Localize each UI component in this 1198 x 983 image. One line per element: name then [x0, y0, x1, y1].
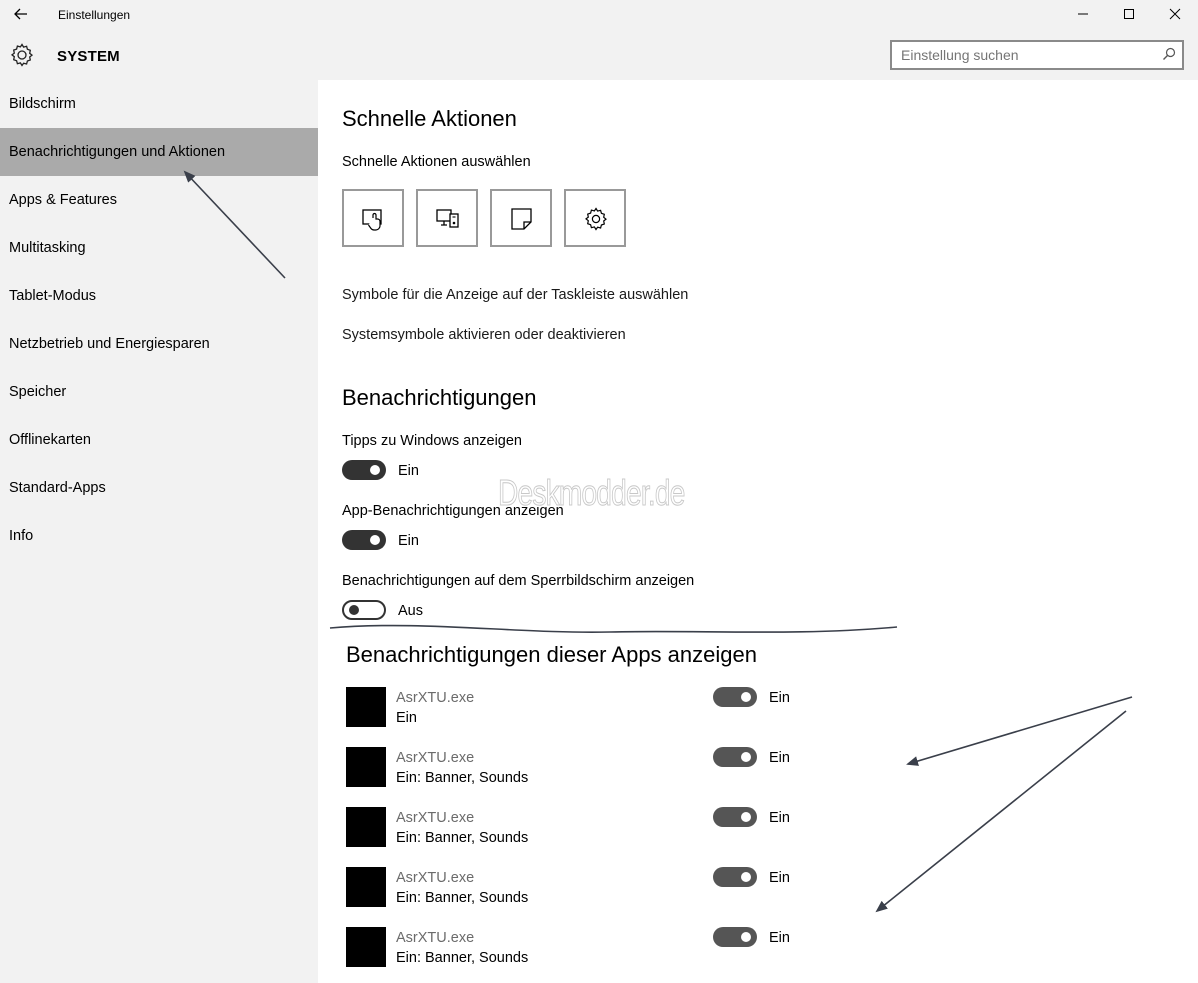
search-icon[interactable]	[1162, 47, 1176, 61]
app-detail: Ein: Banner, Sounds	[396, 950, 529, 966]
app-notifications-label: App-Benachrichtigungen anzeigen	[342, 503, 564, 519]
quick-action-tablet-mode[interactable]	[342, 189, 404, 247]
app-name[interactable]: AsrXTU.exe	[396, 690, 475, 706]
tips-toggle[interactable]	[342, 460, 386, 480]
app-notifications-toggle[interactable]	[342, 530, 386, 550]
search-input[interactable]	[892, 42, 1151, 68]
app-detail: Ein	[396, 710, 417, 726]
minimize-button[interactable]	[1060, 0, 1106, 32]
app-name[interactable]: AsrXTU.exe	[396, 810, 475, 826]
sidebar-item-benachrichtigungen[interactable]: Benachrichtigungen und Aktionen	[0, 128, 318, 176]
notifications-heading: Benachrichtigungen	[342, 385, 537, 410]
app-icon	[346, 807, 386, 847]
lockscreen-toggle[interactable]	[342, 600, 386, 620]
tips-state: Ein	[398, 463, 419, 479]
system-icons-link[interactable]: Systemsymbole aktivieren oder deaktivieren	[342, 327, 626, 343]
minimize-icon	[1077, 8, 1089, 20]
gear-icon	[9, 42, 35, 68]
app-name[interactable]: AsrXTU.exe	[396, 930, 475, 946]
back-arrow-icon[interactable]	[10, 5, 32, 27]
title-bar	[0, 0, 1198, 32]
quick-action-settings[interactable]	[564, 189, 626, 247]
quick-action-note[interactable]	[490, 189, 552, 247]
app-detail: Ein: Banner, Sounds	[396, 890, 529, 906]
maximize-icon	[1123, 8, 1135, 20]
search-box[interactable]	[890, 40, 1184, 70]
toggle-knob	[741, 752, 751, 762]
note-icon	[509, 206, 535, 232]
app-state: Ein	[769, 930, 790, 946]
sidebar-item-standard-apps[interactable]: Standard-Apps	[9, 480, 106, 496]
app-toggle[interactable]	[713, 867, 757, 887]
sidebar-item-multitasking[interactable]: Multitasking	[9, 240, 86, 256]
app-icon	[346, 747, 386, 787]
connect-icon	[435, 206, 461, 232]
toggle-knob	[741, 932, 751, 942]
app-state: Ein	[769, 810, 790, 826]
quick-actions-subheading: Schnelle Aktionen auswählen	[342, 154, 531, 170]
sidebar	[0, 80, 318, 983]
sidebar-item-bildschirm[interactable]: Bildschirm	[9, 96, 76, 112]
sidebar-item-info[interactable]: Info	[9, 528, 34, 544]
app-toggle[interactable]	[713, 807, 757, 827]
app-detail: Ein: Banner, Sounds	[396, 770, 529, 786]
app-state: Ein	[769, 750, 790, 766]
app-state: Ein	[769, 870, 790, 886]
app-toggle[interactable]	[713, 747, 757, 767]
quick-actions-heading: Schnelle Aktionen	[342, 106, 517, 131]
window-title: Einstellungen	[58, 8, 131, 22]
page-title: SYSTEM	[57, 48, 120, 65]
maximize-button[interactable]	[1106, 0, 1152, 32]
tips-label: Tipps zu Windows anzeigen	[342, 433, 522, 449]
settings-icon	[583, 206, 609, 232]
sidebar-item-apps-features[interactable]: Apps & Features	[9, 192, 117, 208]
lockscreen-label: Benachrichtigungen auf dem Sperrbildschirm anzeigen	[342, 573, 695, 589]
toggle-knob	[741, 872, 751, 882]
app-notifications-state: Ein	[398, 533, 419, 549]
app-toggle[interactable]	[713, 687, 757, 707]
toggle-knob	[370, 535, 380, 545]
toggle-knob	[741, 812, 751, 822]
watermark: Deskmodder.de	[498, 472, 685, 513]
quick-action-connect[interactable]	[416, 189, 478, 247]
close-icon	[1169, 8, 1181, 20]
app-icon	[346, 687, 386, 727]
sidebar-item-offlinekarten[interactable]: Offlinekarten	[9, 432, 91, 448]
app-state: Ein	[769, 690, 790, 706]
app-toggle[interactable]	[713, 927, 757, 947]
toggle-knob	[370, 465, 380, 475]
app-name[interactable]: AsrXTU.exe	[396, 870, 475, 886]
app-icon	[346, 867, 386, 907]
main-content	[318, 80, 1198, 983]
apps-heading: Benachrichtigungen dieser Apps anzeigen	[346, 642, 757, 667]
app-name[interactable]: AsrXTU.exe	[396, 750, 475, 766]
sidebar-item-speicher[interactable]: Speicher	[9, 384, 67, 400]
taskbar-icons-link[interactable]: Symbole für die Anzeige auf der Taskleiste auswählen	[342, 287, 689, 303]
app-icon	[346, 927, 386, 967]
app-detail: Ein: Banner, Sounds	[396, 830, 529, 846]
sidebar-item-tablet-modus[interactable]: Tablet-Modus	[9, 288, 97, 304]
tablet-mode-icon	[361, 206, 387, 232]
close-button[interactable]	[1152, 0, 1198, 32]
toggle-knob	[741, 692, 751, 702]
sidebar-item-netzbetrieb[interactable]: Netzbetrieb und Energiesparen	[9, 336, 210, 352]
page-header	[0, 32, 1198, 80]
toggle-knob	[349, 605, 359, 615]
lockscreen-state: Aus	[398, 603, 423, 619]
